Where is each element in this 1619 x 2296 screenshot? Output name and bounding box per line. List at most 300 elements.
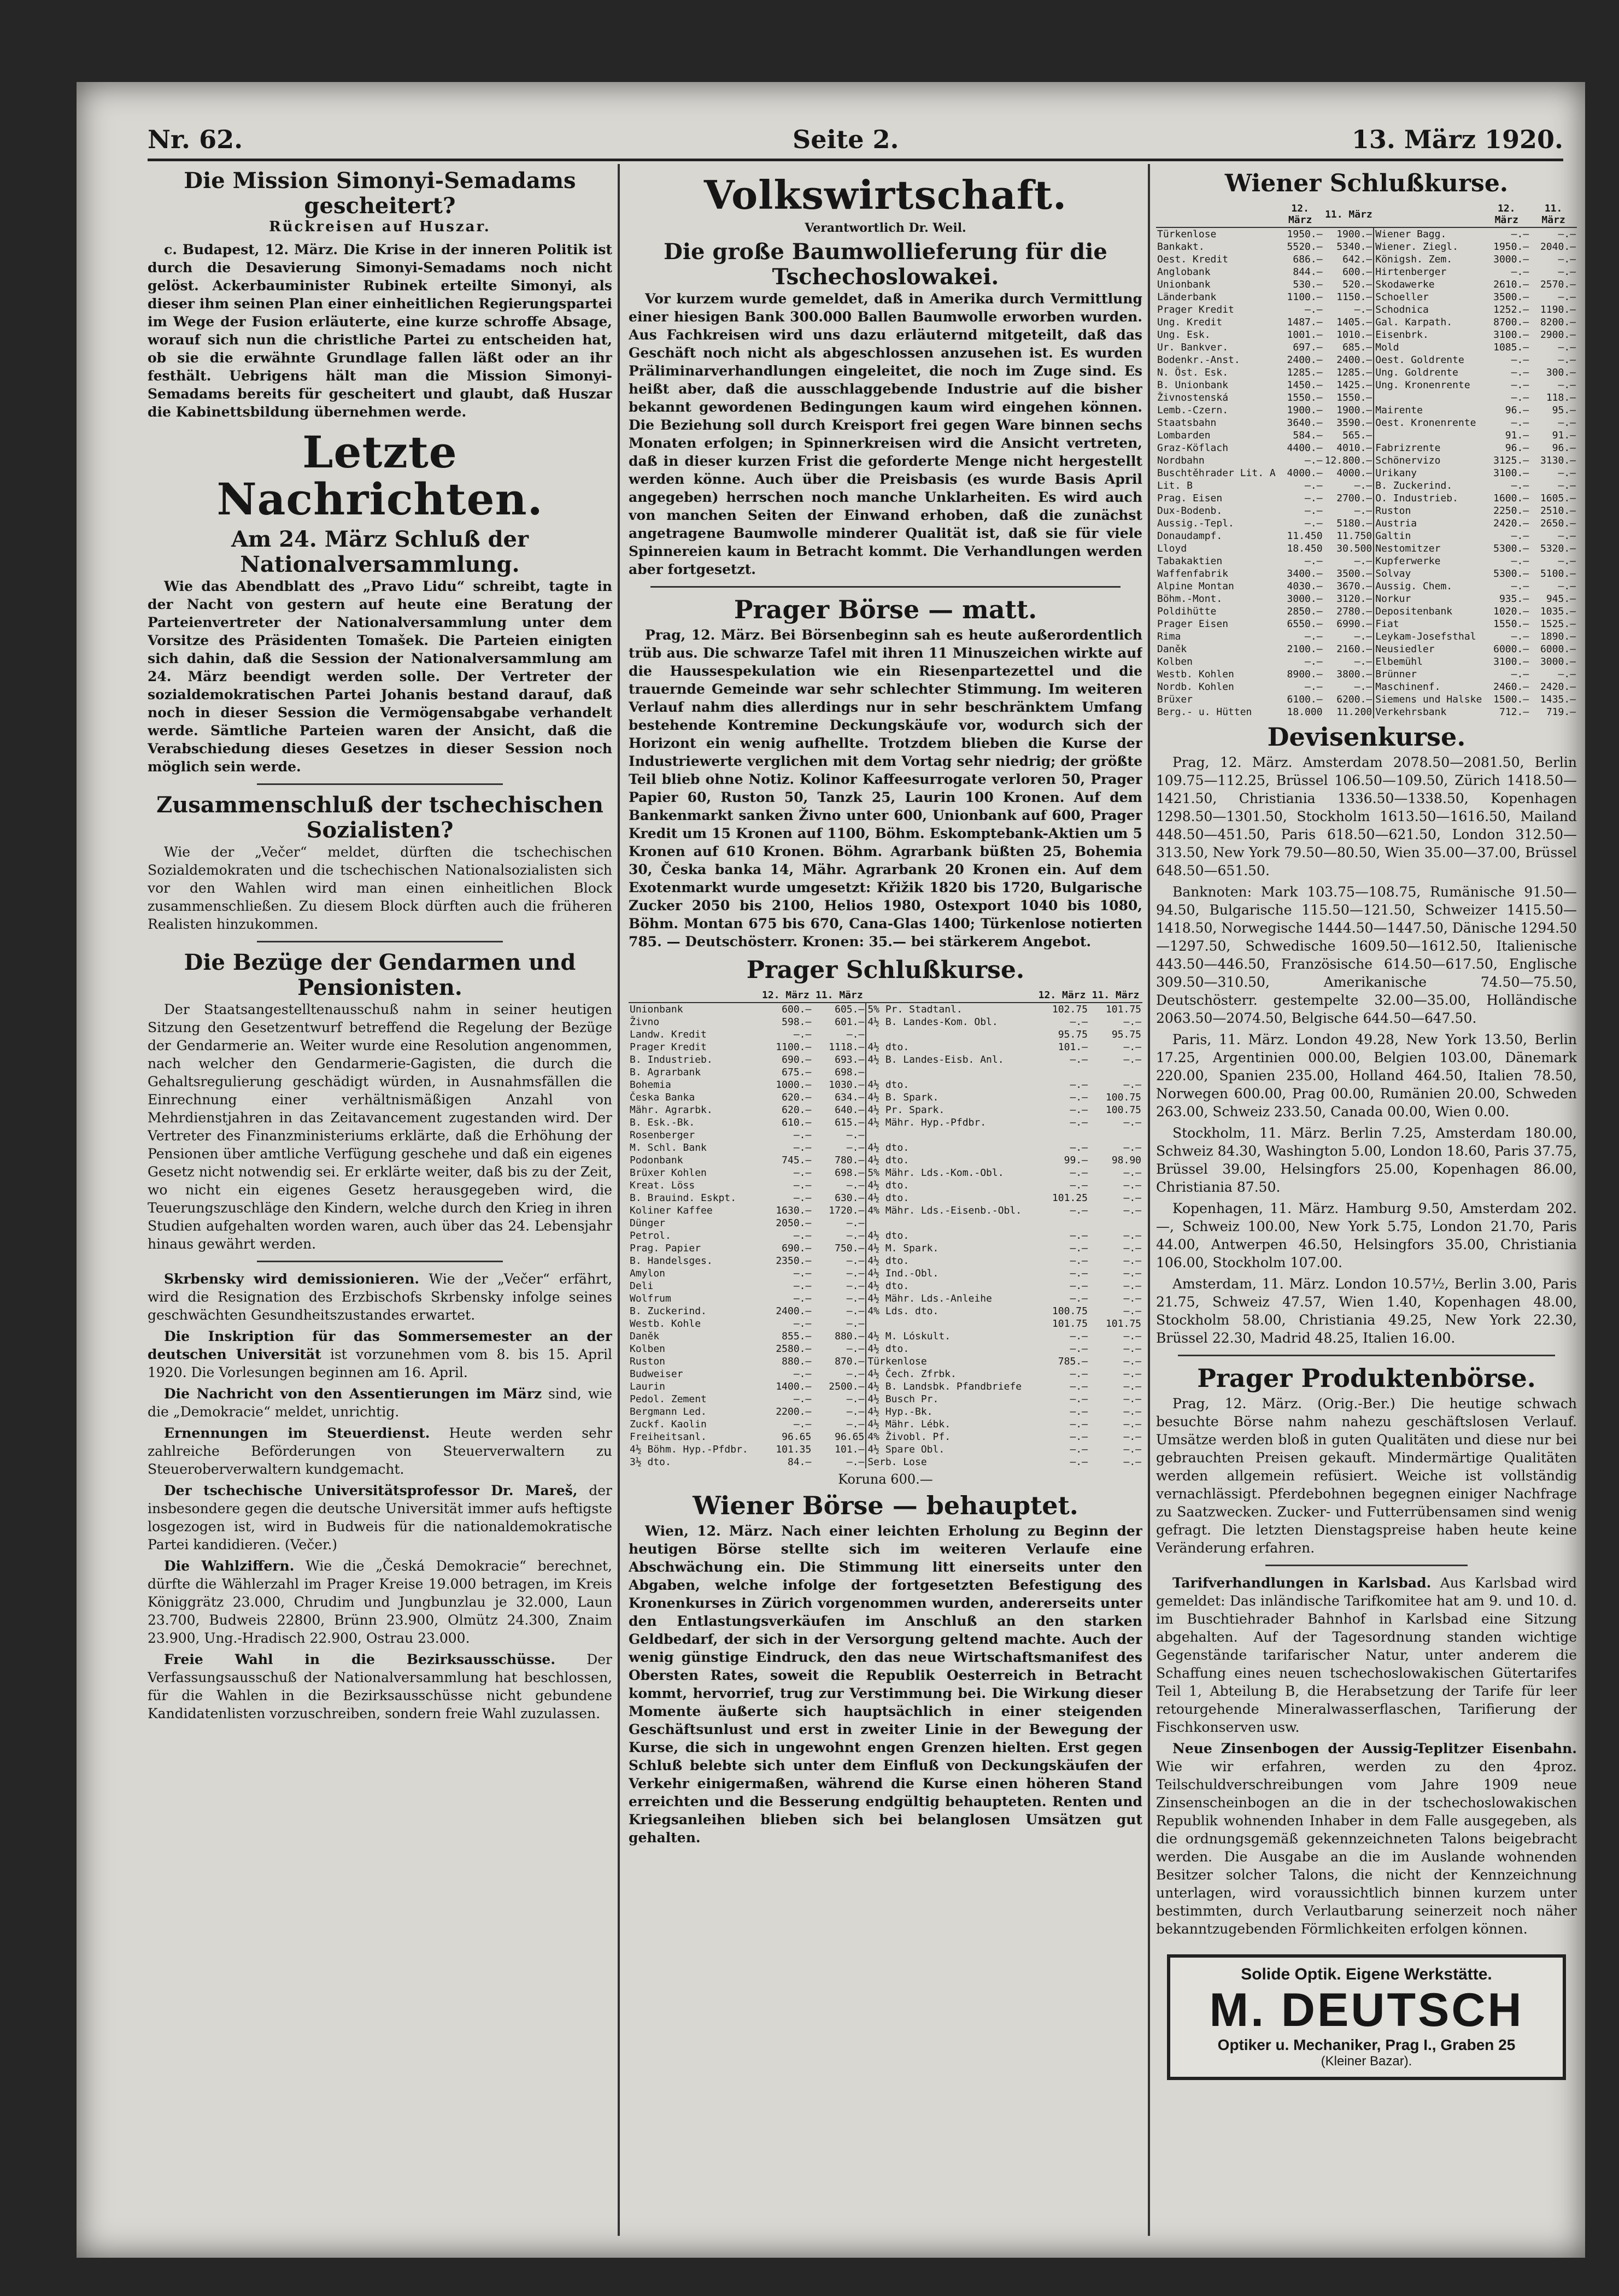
rate-value: 3000.—	[1287, 593, 1323, 605]
rate-value: 2160.—	[1336, 643, 1372, 655]
rate-value: 101.—	[835, 1444, 865, 1455]
paragraph: Kopenhagen, 11. März. Hamburg 9.50, Amsterdam 202.—, Schweiz 100.00, New York 5.75, London 21.70, Paris 44.00, Antwerpen 46.50, Helsingfors 35.00, Christiania 106.00, Stockholm 107.00.	[1156, 1200, 1577, 1270]
rate-value: 2580.—	[776, 1343, 812, 1355]
rate-value: —.—	[793, 1280, 812, 1292]
security-name: Kupferwerke	[1374, 555, 1483, 567]
table-row	[629, 1066, 1142, 1079]
rate-value: —.—	[1511, 530, 1529, 542]
rate-value: 2400.—	[776, 1305, 812, 1317]
rate-value: —.—	[1354, 631, 1372, 642]
rate-value: —.—	[1354, 555, 1372, 567]
security-name: Schönervizo	[1374, 454, 1483, 467]
rate-value: —.—	[1123, 1230, 1141, 1241]
security-name: 4½ M. Spark.	[866, 1242, 1035, 1255]
column-header: 11. März	[812, 988, 866, 1003]
rate-value: 6000.—	[1493, 643, 1529, 655]
rate-value: —.—	[1070, 1368, 1088, 1380]
rate-value: —.—	[1511, 555, 1529, 567]
rate-value: —.—	[1123, 1393, 1141, 1405]
security-name: B. Unionbank	[1157, 379, 1229, 391]
table-row	[1156, 630, 1577, 643]
rate-value: —.—	[1305, 631, 1323, 642]
security-name: Unionbank	[1157, 279, 1211, 290]
rate-value: 1100.—	[776, 1041, 812, 1053]
table-row	[1156, 492, 1577, 505]
table-row	[629, 1167, 1142, 1179]
paragraph: Stockholm, 11. März. Berlin 7.25, Amsterdam 180.00, Schweiz 84.30, Washington 5.00, London 18.60, Paris 37.75, Brüssel 39.00, Helsingfors 25.00, Kopenhagen 86.00, Christiania 87.50.	[1156, 1125, 1577, 1195]
rate-value: 880.—	[835, 1331, 865, 1342]
security-name: Unionbank	[630, 1004, 683, 1015]
rate-value: —.—	[1070, 1331, 1088, 1342]
rate-value: —.—	[1123, 1343, 1141, 1355]
paragraph: Prag, 12. März. (Orig.-Ber.) Die heutige schwach besuchte Börse nahm nahezu geschäftslosen Verlauf. Umsätze werden bloß in guten Qualitäten und diese nur bei gebrauchten Preisen gekauft. Mindermärtige Qualitäten werden allgemein refüsiert. Weiche ist vollständig vernachlässigt. Pferdebohnen begegnen einiger Nachfrage zu Saatzwecken. Zucker- und Futterrübensamen sind wenig gefragt. Die letzten Dienstagspreise haben heute keine Veränderung erfahren.	[1156, 1396, 1577, 1556]
rate-value: —.—	[1558, 555, 1576, 567]
security-name: 4½ dto.	[866, 1141, 1035, 1154]
rate-value: —.—	[846, 1393, 865, 1405]
rate-value: —.—	[846, 1230, 865, 1241]
rate-value: 91.—	[1505, 430, 1529, 441]
article-title: Die Bezüge der Gendarmen und Pensionisten.	[184, 950, 576, 1000]
table-row	[1156, 227, 1577, 241]
table-row	[629, 1431, 1142, 1443]
rate-value: —.—	[1123, 1243, 1141, 1254]
article-body	[629, 1522, 1142, 1847]
rate-value: —.—	[1070, 1016, 1088, 1028]
rate-value: 1001.—	[1287, 329, 1323, 341]
security-name: Waffenfabrik	[1157, 568, 1229, 579]
rate-value: 1950.—	[1287, 229, 1323, 240]
security-name: 4½ B. Spark.	[866, 1091, 1035, 1104]
rate-value: 780.—	[835, 1155, 865, 1166]
security-name: Maschinenf.	[1374, 681, 1483, 693]
security-name: 4½ dto.	[866, 1041, 1035, 1053]
column-header	[866, 988, 1035, 1003]
security-name: Lombarden	[1157, 430, 1211, 441]
security-name: Eisenbrk.	[1374, 329, 1483, 341]
advertisement-box	[1167, 1954, 1566, 2080]
rate-value: 2350.—	[776, 1255, 812, 1267]
newspaper-page	[77, 82, 1585, 2258]
security-name: Poldihütte	[1157, 606, 1217, 617]
table-row	[1156, 467, 1577, 479]
ad-tagline: Solide Optik. Eigene Werkstätte.	[1241, 1965, 1492, 1983]
rate-value: 598.—	[782, 1016, 812, 1028]
rate-value: —.—	[793, 1318, 812, 1329]
security-name: Oest. Goldrente	[1374, 354, 1483, 366]
paragraph: c. Budapest, 12. März. Die Krise in der inneren Politik ist durch die Desavierung Simonyi-Semadams noch nicht gelöst. Ackerbauminister Rubinek erteilte Simonyi, als dieser ihm seinen Plan einer einheitlichen Regierungspartei im Wege der Fusion erläuterte, eine kurze schroffe Absage, worauf sich nun die christliche Partei zu entscheiden hat, ob sie die erwähnte Grundlage fallen läßt oder an ihr festhält. Uebrigens hält man die Mission Simonyi-Semadams bereits für gescheitert und glaubt, daß Huszar die Kabinettsbildung übernehmen werde.	[148, 242, 612, 420]
rate-value: 100.75	[1052, 1305, 1088, 1317]
rate-value: —.—	[846, 1305, 865, 1317]
rate-value: 2610.—	[1493, 279, 1529, 290]
note	[1156, 1574, 1577, 1736]
rate-value: 118.—	[1546, 392, 1576, 403]
rate-value: 1400.—	[776, 1381, 812, 1392]
rate-value: —.—	[1123, 1205, 1141, 1216]
rate-value: —.—	[1305, 656, 1323, 667]
table-row	[629, 1204, 1142, 1217]
column-header: 11. März	[1324, 202, 1374, 227]
rate-value: 1285.—	[1287, 367, 1323, 378]
security-name: Prager Eisen	[1157, 618, 1229, 630]
rate-value: 4000.—	[1287, 467, 1323, 479]
security-name: Fiat	[1374, 618, 1483, 630]
table-row	[629, 1305, 1142, 1317]
security-name: Hirtenberger	[1374, 266, 1483, 278]
rate-value: 870.—	[835, 1356, 865, 1367]
rate-value: 96.65	[835, 1431, 865, 1443]
table-row	[629, 1418, 1142, 1431]
note-text: sind, wie die „Demokracie“ meldet, unrichtig.	[148, 1386, 612, 1420]
table-row	[1156, 567, 1577, 580]
security-name: Mold	[1374, 341, 1483, 354]
column-header	[1374, 202, 1483, 227]
rate-value: —.—	[1511, 669, 1529, 680]
rate-value: 95.—	[1552, 405, 1576, 416]
rate-value: 101.35	[776, 1444, 812, 1455]
table-row	[1156, 706, 1577, 718]
security-name: Solvay	[1374, 567, 1483, 580]
rate-value: —.—	[1558, 354, 1576, 366]
rate-value: 2570.—	[1540, 279, 1576, 290]
rate-value: —.—	[1070, 1343, 1088, 1355]
rate-value: 620.—	[782, 1092, 812, 1103]
security-name: Elbemühl	[1374, 655, 1483, 668]
rate-value: —.—	[846, 1280, 865, 1292]
security-name: Aussig. Chem.	[1374, 580, 1483, 593]
rate-value: 1900.—	[1287, 405, 1323, 416]
table-row	[629, 1456, 1142, 1468]
rate-value: 11.750	[1336, 530, 1372, 542]
security-name: 4½ Pr. Spark.	[866, 1104, 1035, 1116]
note	[148, 1557, 612, 1647]
rate-value: 3500.—	[1336, 568, 1372, 579]
rate-value: —.—	[793, 1192, 812, 1204]
rate-value: —.—	[1511, 229, 1529, 240]
column-header: 11. März	[1089, 988, 1142, 1003]
security-name: B. Agrarbank	[630, 1067, 701, 1078]
rate-value: —.—	[1123, 1305, 1141, 1317]
rate-value: 96.—	[1505, 405, 1529, 416]
security-name: Bodenkr.-Anst.	[1157, 354, 1240, 366]
column-header: 12. März	[1483, 202, 1530, 227]
rate-value: 584.—	[1293, 430, 1323, 441]
note	[148, 1481, 612, 1554]
rate-value: —.—	[793, 1167, 812, 1179]
security-name: 4½ B. Landes-Eisb. Anl.	[866, 1053, 1035, 1066]
rate-value: 96.—	[1505, 442, 1529, 454]
security-name: 4½ B. Landsbk. Pfandbriefe	[866, 1380, 1035, 1393]
rate-value: —.—	[1354, 480, 1372, 491]
security-name: Rima	[1157, 631, 1181, 642]
rate-value: —.—	[1123, 1444, 1141, 1455]
rate-value: —.—	[1511, 631, 1529, 642]
security-name: Živnostenská	[1157, 392, 1229, 403]
table-row	[629, 1405, 1142, 1418]
rate-value: —.—	[1123, 1356, 1141, 1367]
security-name: Česka Banka	[630, 1092, 695, 1103]
security-name: Kolben	[1157, 656, 1193, 667]
security-name: Wolfrum	[630, 1293, 671, 1304]
table-row	[1156, 266, 1577, 278]
column-middle	[629, 164, 1142, 2236]
rate-value: 1890.—	[1540, 631, 1576, 642]
security-name	[866, 1317, 1035, 1330]
rate-value: —.—	[846, 1255, 865, 1267]
rate-value: 5520.—	[1287, 241, 1323, 253]
rate-value: —.—	[846, 1029, 865, 1040]
security-name: 4½ dto.	[866, 1079, 1035, 1091]
rate-value: 2500.—	[829, 1381, 865, 1392]
ad-address: Optiker u. Mechaniker, Prag I., Graben 25	[1217, 2036, 1516, 2053]
rate-value: —.—	[1070, 1142, 1088, 1153]
note	[148, 1270, 612, 1324]
rate-value: 600.—	[1342, 266, 1372, 278]
rate-value: —.—	[1070, 1293, 1088, 1304]
table-row	[629, 1443, 1142, 1456]
table-title: Prager Schlußkurse.	[746, 956, 1025, 984]
note-lead: Die Nachricht von den Assentierungen im März	[164, 1386, 542, 1402]
note-text: Wie der „Večer“ erfährt, wird die Resignation des Erzbischofs Skrbensky infolge seines geschwächten Gesundheitszustandes erwartet.	[148, 1271, 612, 1323]
article-title: Zusammenschluß der tschechischen Sozialisten?	[156, 792, 603, 843]
rate-value: —.—	[1123, 1331, 1141, 1342]
rate-value: —.—	[846, 1142, 865, 1153]
rate-value: —.—	[1558, 342, 1576, 353]
note-text: Wie die „Česká Demokracie“ berechnet, dürfte die Wählerzahl im Prager Kreise 19.000 betragen, im Kreis Königgrätz 23.000, Chrudim und Jungbunzlau je 32.000, Laun 23.700, Budweis 22800, Brünn 23.900, Olmütz 24.300, Znaim 23.900, Ung.-Hradisch 22.900, Ostrau 23.000.	[148, 1558, 612, 1646]
rate-value: —.—	[1305, 681, 1323, 693]
rate-value: 697.—	[1293, 342, 1323, 353]
rate-value: 1900.—	[1336, 229, 1372, 240]
paragraph: Amsterdam, 11. März. London 10.57½, Berlin 3.00, Paris 21.75, Schweiz 47.57, Wien 1.40, Kopenhagen 48.00, Stockholm 58.00, Christiania 49.25, New York 22.30, Brüssel 22.30, Madrid 48.25, Italien 16.00.	[1156, 1276, 1577, 1346]
security-name: B. Esk.-Bk.	[630, 1117, 695, 1128]
rate-value: 2780.—	[1336, 606, 1372, 617]
rate-value: —.—	[1123, 1041, 1141, 1053]
note-text: ist vorzunehmen vom 8. bis 15. April 1920. Die Vorlesungen beginnen am 16. April.	[148, 1346, 612, 1380]
note-lead: Die Inskription für das Sommersemester an der deutschen Universität	[148, 1328, 612, 1362]
rate-value: 2100.—	[1287, 643, 1323, 655]
note	[148, 1424, 612, 1478]
rate-value: —.—	[846, 1318, 865, 1329]
rate-value: —.—	[1558, 467, 1576, 479]
security-name: Verkehrsbank	[1374, 706, 1483, 718]
rate-value: 2200.—	[776, 1406, 812, 1418]
divider	[257, 783, 503, 785]
rate-value: 8700.—	[1493, 317, 1529, 328]
table-row	[1156, 618, 1577, 630]
security-name: Westb. Kohlen	[1157, 669, 1234, 680]
rate-value: 2460.—	[1493, 681, 1529, 693]
rate-value: —.—	[1123, 1167, 1141, 1179]
rate-value: 1630.—	[776, 1205, 812, 1216]
security-name: Graz-Köflach	[1157, 442, 1229, 454]
rate-value: —.—	[1070, 1054, 1088, 1065]
table-row	[1156, 354, 1577, 366]
column-right	[1156, 164, 1577, 2236]
note	[148, 1385, 612, 1421]
rate-value: 1550.—	[1493, 618, 1529, 630]
rate-value: —.—	[1305, 518, 1323, 529]
article-body	[148, 843, 612, 933]
rate-value: —.—	[1070, 1230, 1088, 1241]
security-name: Ruston	[630, 1356, 666, 1367]
security-name: Živno	[630, 1016, 660, 1028]
security-name: 4½ dto.	[866, 1192, 1035, 1204]
table-row	[629, 1267, 1142, 1280]
security-name: Zuckf. Kaolin	[630, 1419, 707, 1430]
rate-value: 3125.—	[1493, 455, 1529, 466]
rate-value: —.—	[846, 1293, 865, 1304]
table-row	[629, 1116, 1142, 1129]
note-lead: Skrbensky wird demissionieren.	[164, 1271, 420, 1287]
rate-value: 520.—	[1342, 279, 1372, 290]
prague-closing-rates-table	[629, 988, 1142, 1468]
rate-value: 693.—	[835, 1054, 865, 1065]
rate-value: 640.—	[835, 1104, 865, 1116]
rate-value: —.—	[1123, 1456, 1141, 1468]
rate-value: 2850.—	[1287, 606, 1323, 617]
rate-value: 3500.—	[1493, 291, 1529, 303]
rate-value: —.—	[1558, 254, 1576, 265]
rate-value: —.—	[1070, 1406, 1088, 1418]
rate-value: —.—	[1070, 1167, 1088, 1179]
table-row	[1156, 693, 1577, 706]
security-name: 4½ dto.	[866, 1179, 1035, 1192]
rate-value: —.—	[1558, 669, 1576, 680]
rate-value: 785.—	[1058, 1356, 1088, 1367]
paragraph: Wien, 12. März. Nach einer leichten Erholung zu Beginn der heutigen Börse stellte sich im weiteren Verlaufe eine Abschwächung ein. Die Stimmung litt einerseits unter den Abgaben, welche infolge der fortgesetzten Befestigung des Kronenkurses in Zürich vorgenommen wurden, andererseits unter den Entlastungsverkäufen im Anschluß an den starken Geldbedarf, der sich in der Versorgung geltend machte. Auch der wenig günstige Eindruck, den das neue Wirtschaftsmanifest des Obersten Rates, soweit die Republik Oesterreich in Betracht kommt, hervorrief, trug zur Verstimmung bei. Die Wirkung dieser Momente äußerte sich hauptsächlich in einer steigenden Geschäftsunlust und erst in zweiter Linie in der Bewegung der Kurse, die sich in ungewohnt engen Grenzen hielten. Erst gegen Schluß belebte sich unter dem Einfluß von Deckungskäufen der Verkehr einigermaßen, während die Kurse einen höheren Stand erreichten und die Besserung endgültig behaupteten. Renten und Kriegsanleihen blieben sich bei belanglosen Umsätzen gut gehalten.	[629, 1523, 1142, 1846]
rate-value: 1035.—	[1540, 606, 1576, 617]
rate-value: 935.—	[1499, 593, 1529, 605]
rate-value: 1150.—	[1336, 291, 1372, 303]
rate-value: —.—	[1558, 530, 1576, 542]
article-body	[148, 1000, 612, 1253]
security-name: Austria	[1374, 517, 1483, 530]
rate-value: 844.—	[1293, 266, 1323, 278]
security-name: Wiener Bagg.	[1374, 227, 1483, 241]
rate-value: 95.75	[1058, 1029, 1088, 1040]
security-name: Dünger	[630, 1217, 666, 1229]
rate-value: 719.—	[1546, 706, 1576, 718]
security-name: 4% Živobl. Pf.	[866, 1431, 1035, 1443]
divider	[1265, 1565, 1468, 1566]
note-text: Wie wir erfahren, werden zu den 4proz. Teilschuldverschreibungen vom Jahre 1909 neue Zinsenscheinbogen an die in der tschechoslowakischen Republik wohnenden Inhaber in dem Falle ausgegeben, als die ordnungsgemäß gekennzeichneten Talons beigebracht werden. Die Ausgabe an die im Auslande wohnenden Besitzer solcher Talons, die nicht der Kennzeichnung unterlagen, wird voraussichtlich binnen kurzem unter bestimmten, durch Verlautbarung seinerzeit noch näher bekanntzugebenden Förmlichkeiten erfolgen können.	[1156, 1759, 1577, 1937]
rate-value: 2040.—	[1540, 241, 1576, 253]
security-name: Neusiedler	[1374, 643, 1483, 655]
rate-value: —.—	[1305, 555, 1323, 567]
rate-value: 5180.—	[1336, 518, 1372, 529]
column-header	[629, 988, 759, 1003]
table-row	[1156, 517, 1577, 530]
table-row	[629, 1368, 1142, 1380]
security-name	[1374, 429, 1483, 442]
security-name: B. Zuckerind.	[630, 1305, 707, 1317]
security-name: 4% Lds. dto.	[866, 1305, 1035, 1317]
rate-value: —.—	[1123, 1293, 1141, 1304]
rate-value: —.—	[1123, 1381, 1141, 1392]
rate-value: —.—	[1511, 354, 1529, 366]
rate-value: —.—	[793, 1230, 812, 1241]
rate-value: 100.75	[1105, 1104, 1141, 1116]
rate-value: 2420.—	[1540, 681, 1576, 693]
table-row	[629, 1343, 1142, 1355]
rate-value	[1035, 1129, 1089, 1141]
rate-value: —.—	[846, 1180, 865, 1191]
rate-value: —.—	[1123, 1280, 1141, 1292]
table-row	[1156, 505, 1577, 517]
rate-value: 1100.—	[1287, 291, 1323, 303]
table-row	[1156, 580, 1577, 593]
rate-value: 1118.—	[829, 1041, 865, 1053]
rate-value: —.—	[1558, 379, 1576, 391]
rate-value: 2700.—	[1336, 493, 1372, 504]
security-name: Staatsbahn	[1157, 417, 1217, 429]
rate-value: —.—	[1070, 1381, 1088, 1392]
rate-value: —.—	[1123, 1406, 1141, 1418]
rate-value: 690.—	[782, 1243, 812, 1254]
rate-value: 3130.—	[1540, 455, 1576, 466]
security-name: Oest. Kronenrente	[1374, 417, 1483, 429]
rate-value: 675.—	[782, 1067, 812, 1078]
security-name: 4½ Busch Pr.	[866, 1393, 1035, 1405]
table-row	[1156, 316, 1577, 329]
security-name: Kolben	[630, 1343, 666, 1355]
rate-value: 1252.—	[1493, 304, 1529, 315]
rate-value: 1285.—	[1336, 367, 1372, 378]
security-name: 5% Mähr. Lds.-Kom.-Obl.	[866, 1167, 1035, 1179]
rate-value: 3000.—	[1493, 254, 1529, 265]
rate-value: 102.75	[1052, 1004, 1088, 1015]
security-name: 4½ Ind.-Obl.	[866, 1267, 1035, 1280]
security-name: Brüxer	[1157, 694, 1193, 705]
rate-value: 1030.—	[829, 1079, 865, 1091]
security-name: Freiheitsanl.	[630, 1431, 707, 1443]
note-text: Aus Karlsbad wird gemeldet: Das inländische Tarifkomitee hat am 9. und 10. d. im Buschtiehrader Bahnhof in Karlsbad eine Sitzung abgehalten. Auf der Tagesordnung standen wichtige Gegenstände tarifarischer Natur, unter anderem die Schaffung eines neuen tschechoslowakischen Gütertarifes Teil 1, Abteilung B, die Herabsetzung der Tarife für leer retourgehende Mineralwasserflaschen, Tarifierung der Fischkonserven usw.	[1156, 1575, 1577, 1735]
rate-value: 565.—	[1342, 430, 1372, 441]
security-name: N. Öst. Esk.	[1157, 367, 1229, 378]
table-row	[1156, 391, 1577, 404]
table-footnote: Koruna 600.—	[838, 1472, 933, 1487]
rate-value: 12.800.—	[1324, 455, 1372, 466]
rate-value: 1020.—	[1493, 606, 1529, 617]
security-name: 4½ Hyp.-Bk.	[866, 1405, 1035, 1418]
security-name: Skodawerke	[1374, 278, 1483, 291]
rate-value: —.—	[793, 1268, 812, 1279]
security-name: Petrol.	[630, 1230, 671, 1241]
security-name: Prager Kredit	[630, 1041, 707, 1053]
rate-value: 3590.—	[1336, 417, 1372, 429]
rate-value: —.—	[846, 1406, 865, 1418]
rate-value: —.—	[1511, 367, 1529, 378]
rate-value: 880.—	[782, 1356, 812, 1367]
short-notes	[148, 1270, 612, 1723]
table-row	[629, 1292, 1142, 1305]
rate-value: 3100.—	[1493, 467, 1529, 479]
table-row	[629, 1192, 1142, 1204]
table-row	[629, 1091, 1142, 1104]
table-row	[1156, 341, 1577, 354]
rate-value	[1089, 1129, 1142, 1141]
rate-value: 745.—	[782, 1155, 812, 1166]
rate-value: 1605.—	[1540, 493, 1576, 504]
rate-value: 530.—	[1293, 279, 1323, 290]
security-name: Daněk	[630, 1331, 660, 1342]
table-row	[1156, 379, 1577, 391]
column-left	[148, 164, 612, 2236]
rate-value: —.—	[1070, 1117, 1088, 1128]
column-rule	[618, 164, 620, 2236]
rate-value: 1500.—	[1493, 694, 1529, 705]
security-name: Budweiser	[630, 1368, 683, 1380]
rate-value: —.—	[1511, 581, 1529, 592]
